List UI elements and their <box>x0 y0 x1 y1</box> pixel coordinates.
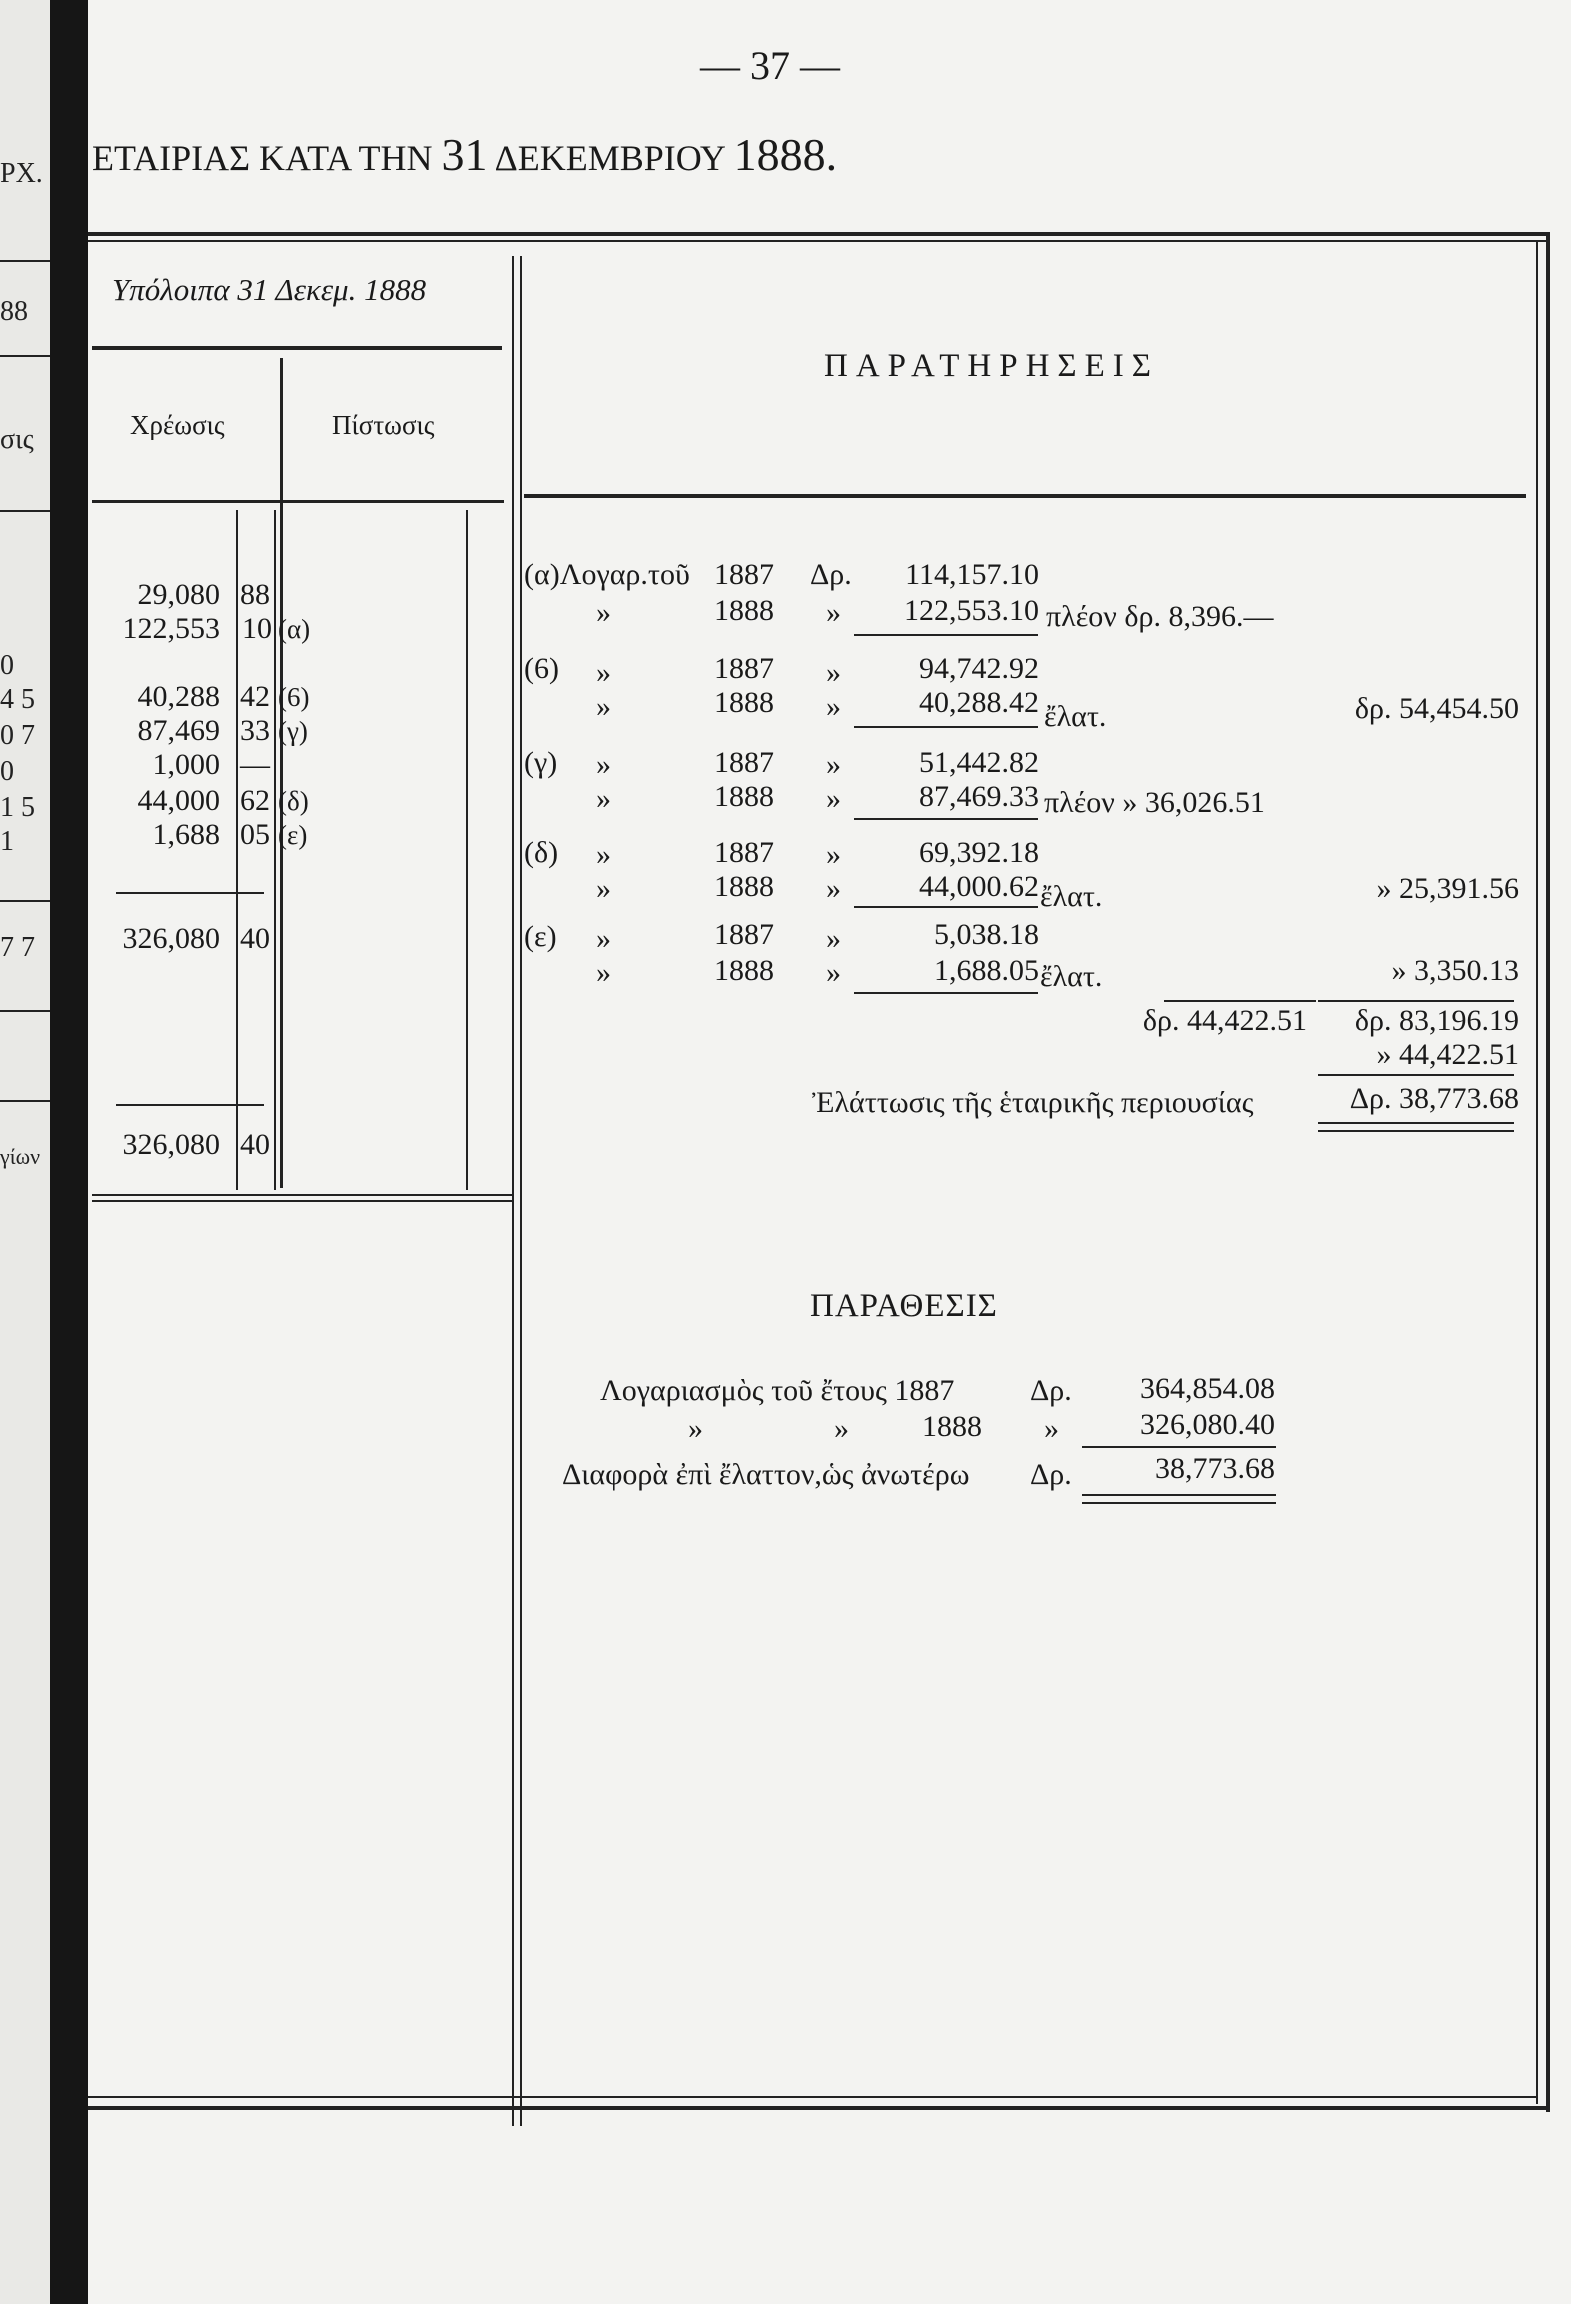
remarks-header-rule <box>524 494 1526 498</box>
margin-rule <box>0 1010 50 1012</box>
entry-year: 1887 <box>714 918 774 951</box>
decrease-value: Δρ. 38,773.68 <box>1349 1082 1519 1115</box>
ditto-mark: » <box>826 690 841 723</box>
ditto-mark: » <box>596 782 611 815</box>
sum-left: δρ. 44,422.51 <box>1142 1004 1307 1037</box>
balances-bottom-rule <box>92 1194 512 1196</box>
entry-value: 122,553.10 <box>904 594 1039 627</box>
margin-fragment: 0 <box>0 756 14 787</box>
comparison-line2-value: 326,080.40 <box>1140 1408 1275 1441</box>
comparison-line3-currency: Δρ. <box>1030 1458 1072 1491</box>
ditto-mark: » <box>688 1412 703 1445</box>
sum-right-rule <box>1318 1000 1514 1002</box>
subtotal-rule <box>116 892 264 894</box>
ditto-mark: » <box>596 956 611 989</box>
entry-label: (δ) <box>524 836 559 869</box>
ditto-mark: » <box>596 748 611 781</box>
margin-fragment: σις <box>0 424 34 455</box>
entry-difference-value: » 25,391.56 <box>1376 872 1519 905</box>
debit-int: 29,080 <box>137 578 220 611</box>
entry-underline <box>854 634 1038 636</box>
total-int: 326,080 <box>122 1128 220 1161</box>
page-title <box>92 128 837 181</box>
margin-rule <box>0 1100 50 1102</box>
margin-fragment: 0 <box>0 650 14 681</box>
debit-dec: 33 <box>240 714 270 747</box>
debit-dec: — <box>240 748 270 781</box>
sum-right: δρ. 83,196.19 <box>1354 1004 1519 1037</box>
sum-minus: » 44,422.51 <box>1376 1038 1519 1071</box>
sum-minus-rule <box>1318 1074 1514 1076</box>
frame-bottom-rule-inner <box>88 2096 1538 2098</box>
entry-value: 69,392.18 <box>919 836 1039 869</box>
entry-year: 1888 <box>714 594 774 627</box>
title-month: ΔΕΚΕΜΒΡΙΟΥ <box>494 138 725 178</box>
entry-difference-value: δρ. 54,454.50 <box>1354 692 1519 725</box>
comparison-line3-label: Διαφορὰ ἐπὶ ἔλαττον,ὡς ἀνωτέρω <box>562 1458 970 1491</box>
debit-int: 40,288 <box>137 680 220 713</box>
decrease-double-rule <box>1318 1122 1514 1124</box>
book-spine-shadow <box>50 0 88 2304</box>
entry-year: 1887 <box>714 836 774 869</box>
ditto-mark: » <box>1044 1412 1059 1445</box>
entry-value: 87,469.33 <box>919 780 1039 813</box>
margin-fragment: 88 <box>0 296 28 327</box>
entry-value: 40,288.42 <box>919 686 1039 719</box>
entry-value: 5,038.18 <box>934 918 1039 951</box>
entry-difference: ἔλατ. <box>1040 880 1103 913</box>
margin-fragment: 0 7 <box>0 720 35 751</box>
entry-label: (γ) <box>524 746 558 779</box>
left-page-edge <box>0 0 50 2304</box>
page-number: — 37 — <box>700 43 840 88</box>
margin-fragment: 1 5 <box>0 792 35 823</box>
comparison-line2-year: 1888 <box>922 1410 982 1443</box>
credit-header: Πίστωσις <box>332 410 435 440</box>
entry-year: 1887 <box>714 558 774 591</box>
entry-year: 1887 <box>714 652 774 685</box>
total-dec: 40 <box>240 1128 270 1161</box>
title-year: 1888. <box>733 129 838 180</box>
ditto-mark: » <box>596 596 611 629</box>
debit-dec: 88 <box>240 578 270 611</box>
entry-difference: ἔλατ. <box>1044 700 1107 733</box>
ditto-mark: » <box>596 690 611 723</box>
debit-dec: 05 <box>240 818 270 851</box>
margin-fragment: 4 5 <box>0 684 35 715</box>
debit-dec: 10 <box>242 612 272 645</box>
frame-right-rule <box>1546 232 1550 2112</box>
balances-bottom-rule-2 <box>92 1200 512 1202</box>
ditto-mark: » <box>596 922 611 955</box>
ditto-mark: » <box>826 782 841 815</box>
note-ref: (γ) <box>278 716 308 746</box>
margin-rule <box>0 900 50 902</box>
comparison-line1-value: 364,854.08 <box>1140 1372 1275 1405</box>
balances-title-rule <box>92 346 502 350</box>
entry-difference: πλέον » 36,026.51 <box>1044 786 1265 819</box>
debit-int: 44,000 <box>137 784 220 817</box>
entry-year: 1888 <box>714 780 774 813</box>
entry-underline <box>854 726 1038 728</box>
subtotal-dec: 40 <box>240 922 270 955</box>
ditto-mark: » <box>826 656 841 689</box>
comparison-line1-currency: Δρ. <box>1030 1374 1072 1407</box>
entry-value: 51,442.82 <box>919 746 1039 779</box>
frame-right-rule-inner <box>1536 240 1538 2104</box>
column-divider-inner <box>520 256 522 2126</box>
ditto-mark: » <box>826 956 841 989</box>
entry-currency: Δρ. <box>810 558 852 591</box>
note-ref: (δ) <box>278 786 309 816</box>
entry-underline <box>854 992 1038 994</box>
frame-top-rule <box>88 232 1548 236</box>
balances-header-rule <box>92 500 504 503</box>
entry-difference-value: » 3,350.13 <box>1391 954 1519 987</box>
entry-value: 94,742.92 <box>919 652 1039 685</box>
entry-label: (6) <box>524 652 559 685</box>
comparison-rule <box>1082 1446 1276 1448</box>
comparison-line1-label: Λογαριασμὸς τοῦ ἔτους 1887 <box>600 1374 955 1407</box>
sum-left-rule <box>1164 1000 1316 1002</box>
margin-fragment: PX. <box>0 158 43 189</box>
entry-value: 44,000.62 <box>919 870 1039 903</box>
margin-rule <box>0 355 50 357</box>
ditto-mark: » <box>826 596 841 629</box>
entry-year: 1888 <box>714 686 774 719</box>
entry-underline <box>854 906 1038 908</box>
margin-rule <box>0 260 50 262</box>
debit-int: 87,469 <box>137 714 220 747</box>
comparison-line3-value: 38,773.68 <box>1155 1452 1275 1485</box>
remarks-title: ΠΑΡΑΤΗΡΗΣΕΙΣ <box>824 348 1159 384</box>
balances-title: Υπόλοιπα 31 Δεκεμ. 1888 <box>112 272 427 307</box>
comparison-double-rule-2 <box>1082 1502 1276 1504</box>
entry-value: 114,157.10 <box>905 558 1039 591</box>
margin-fragment: γίων <box>0 1144 41 1169</box>
comparison-double-rule <box>1082 1494 1276 1496</box>
title-text: ΕΤΑΙΡΙΑΣ ΚΑΤΑ ΤΗΝ <box>92 138 433 178</box>
entry-label: (α)Λογαρ.τοῦ <box>524 558 690 591</box>
ditto-mark: » <box>596 838 611 871</box>
entry-underline <box>854 818 1038 820</box>
frame-top-rule-inner <box>88 240 1548 242</box>
total-rule <box>116 1104 264 1106</box>
debit-int: 1,688 <box>152 818 220 851</box>
debit-header: Χρέωσις <box>130 410 225 440</box>
entry-year: 1888 <box>714 954 774 987</box>
frame-bottom-rule <box>88 2106 1550 2110</box>
entry-label: (ε) <box>524 920 557 953</box>
entry-year: 1888 <box>714 870 774 903</box>
ditto-mark: » <box>834 1412 849 1445</box>
debit-note-rule <box>274 510 276 1190</box>
ditto-mark: » <box>596 872 611 905</box>
note-ref: (6) <box>278 682 310 712</box>
ditto-mark: » <box>826 872 841 905</box>
ditto-mark: » <box>826 922 841 955</box>
debit-dec: 62 <box>240 784 270 817</box>
note-ref: (ε) <box>278 820 308 850</box>
decrease-label: Ἐλάττωσις τῆς ἑταιρικῆς περιουσίας <box>812 1086 1254 1119</box>
title-day: 31 <box>441 129 488 180</box>
entry-difference: πλέον δρ. 8,396.— <box>1046 600 1274 633</box>
entry-value: 1,688.05 <box>934 954 1039 987</box>
debit-credit-divider <box>280 358 283 1188</box>
decrease-double-rule-2 <box>1318 1130 1514 1132</box>
debit-dec: 42 <box>240 680 270 713</box>
note-ref: (α) <box>278 614 311 644</box>
column-divider <box>512 256 514 2126</box>
entry-difference: ἔλατ. <box>1040 960 1103 993</box>
debit-int: 1,000 <box>152 748 220 781</box>
credit-decimal-rule <box>466 510 468 1190</box>
margin-rule <box>0 510 50 512</box>
comparison-title: ΠΑΡΑΘΕΣΙΣ <box>810 1288 998 1324</box>
subtotal-int: 326,080 <box>122 922 220 955</box>
debit-decimal-rule <box>236 510 238 1190</box>
entry-year: 1887 <box>714 746 774 779</box>
debit-int: 122,553 <box>122 612 220 645</box>
ditto-mark: » <box>826 748 841 781</box>
margin-fragment: 1 <box>0 826 14 857</box>
ditto-mark: » <box>826 838 841 871</box>
margin-fragment: 7 7 <box>0 932 35 963</box>
ditto-mark: » <box>596 656 611 689</box>
